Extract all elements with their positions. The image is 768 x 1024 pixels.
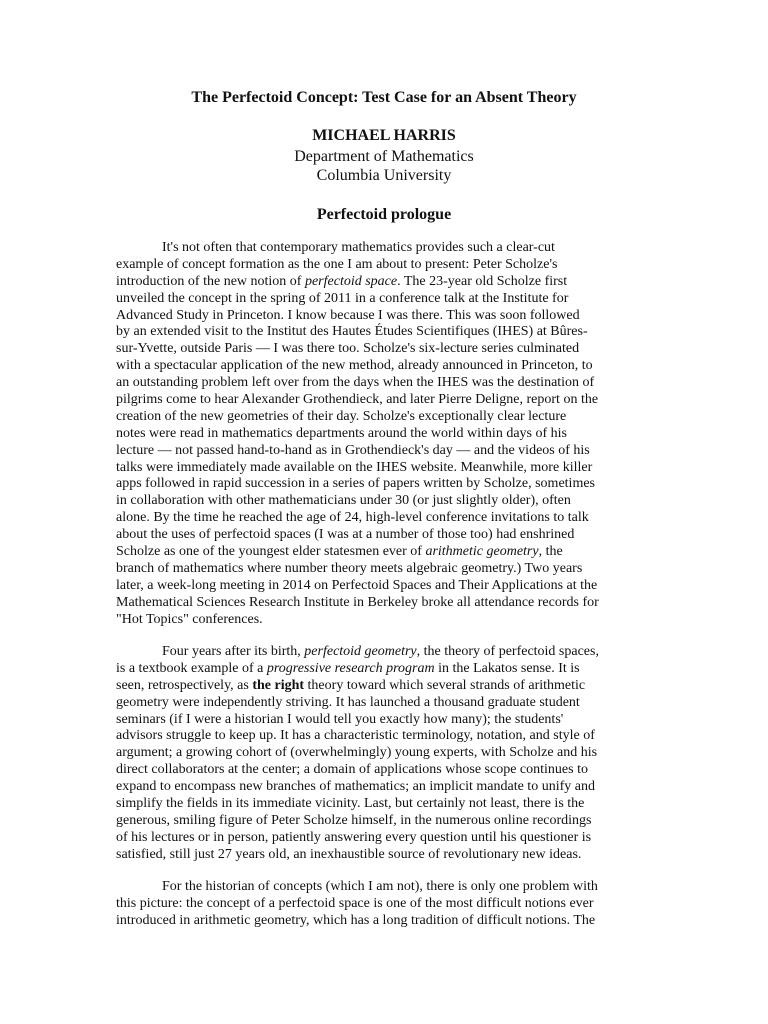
- paragraph-line: [116, 341, 652, 358]
- text-run: Advanced Study in Princeton. I know because I was there. This was soon followed: [116, 307, 580, 323]
- paragraph-line: [116, 544, 652, 561]
- paragraph-line: [116, 510, 652, 527]
- text-run: introduction of the new notion of: [116, 273, 305, 289]
- text-run: argument; a growing cohort of (overwhelmingly) young experts, with Scholze and his: [116, 745, 598, 761]
- text-run: Scholze as one of the youngest elder statesmen ever of: [116, 544, 426, 560]
- text-run: theory toward which several strands of arithmetic: [304, 677, 586, 693]
- text-run: example of concept formation as the one I am about to present: Peter Scholze's: [116, 256, 558, 272]
- paragraph-line: [116, 896, 652, 913]
- body-paragraph: [116, 240, 652, 628]
- text-run: unveiled the concept in the spring of 2011 in a conference talk at the Institute for: [116, 290, 569, 306]
- paragraph-line: [116, 612, 652, 629]
- paragraph-line: [116, 712, 652, 729]
- paragraph-line: [116, 644, 652, 661]
- paragraph-line: [116, 661, 652, 678]
- text-run: by an extended visit to the Institut des Hautes Études Scientifiques (IHES) at Bûres-: [116, 324, 588, 340]
- text-run: , the theory of perfectoid spaces,: [416, 644, 599, 659]
- paragraph-line: [116, 913, 652, 930]
- paragraph-line: [116, 409, 652, 426]
- paragraph-line: [116, 813, 652, 830]
- paragraph-line: [116, 476, 652, 493]
- text-run: an outstanding problem left over from the days when the IHES was the destination of: [116, 375, 595, 391]
- text-run: seminars (if I were a historian I would tell you exactly how many); the students': [116, 711, 564, 727]
- document-title: The Perfectoid Concept: Test Case for an Absent Theory: [191, 89, 577, 106]
- paragraph-line: [116, 274, 652, 291]
- paragraph-line: [116, 830, 652, 847]
- paragraph-line: [116, 257, 652, 274]
- paragraph-line: [116, 358, 652, 375]
- paragraph-line: [116, 779, 652, 796]
- body-paragraph: [116, 644, 652, 864]
- text-run: of his lectures or in person, patiently answering every question until his questioner is: [116, 829, 592, 845]
- emphasis-text: arithmetic geometry: [425, 544, 539, 560]
- paragraph-line: [116, 796, 652, 813]
- paragraph-line: [116, 392, 652, 409]
- author-name: MICHAEL HARRIS: [312, 127, 456, 144]
- text-run: later, a week-long meeting in 2014 on Perfectoid Spaces and Their Applications at the: [116, 577, 598, 593]
- text-run: about the uses of perfectoid spaces (I was at a number of those too) had enshrined: [116, 527, 575, 543]
- paragraph-line: [116, 324, 652, 341]
- text-run: creation of the new geometries of their day. Scholze's exceptionally clear lecture: [116, 408, 567, 424]
- text-run: introduced in arithmetic geometry, which has a long tradition of difficult notions. The: [116, 912, 596, 928]
- text-run: "Hot Topics" conferences.: [116, 611, 263, 627]
- body-paragraph: [116, 879, 652, 930]
- text-run: Mathematical Sciences Research Institute in Berkeley broke all attendance records for: [116, 594, 599, 610]
- text-run: talks were immediately made available on the IHES website. Meanwhile, more killer: [116, 459, 593, 475]
- paragraph-line: [116, 728, 652, 745]
- text-run: in collaboration with other mathematicians under 30 (or just slightly older), often: [116, 493, 571, 509]
- text-run: apps followed in rapid succession in a series of papers written by Scholze, sometimes: [116, 476, 595, 492]
- emphasis-text: perfectoid geometry: [304, 644, 417, 659]
- paragraph-line: [116, 308, 652, 325]
- paragraph-line: [116, 527, 652, 544]
- text-run: advisors struggle to keep up. It has a characteristic terminology, notation, and style of: [116, 728, 595, 744]
- author-department: Department of Mathematics: [294, 148, 474, 165]
- author-university: Columbia University: [316, 167, 452, 184]
- paragraph-line: [116, 375, 652, 392]
- paragraph-line: [116, 847, 652, 864]
- paragraph-line: [116, 240, 652, 257]
- emphasis-text: progressive research program: [266, 660, 435, 676]
- text-run: sur-Yvette, outside Paris — I was there too. Scholze's six-lecture series culminated: [116, 341, 580, 357]
- section-heading: Perfectoid prologue: [316, 206, 452, 223]
- text-run: expand to encompass new branches of mathematics; an implicit mandate to unify and: [116, 779, 595, 795]
- bold-text: the right: [252, 677, 305, 693]
- text-run: geometry were independently striving. It has launched a thousand graduate student: [116, 694, 580, 710]
- text-run: It's not often that contemporary mathematics provides such a clear-cut: [162, 240, 555, 255]
- text-run: . The 23-year old Scholze first: [397, 273, 568, 289]
- paragraph-line: [116, 595, 652, 612]
- paragraph-line: [116, 745, 652, 762]
- paragraph-line: [116, 762, 652, 779]
- paragraph-line: [116, 443, 652, 460]
- emphasis-text: perfectoid space: [304, 273, 398, 289]
- paragraph-line: [116, 578, 652, 595]
- text-run: direct collaborators at the center; a domain of applications whose scope continues to: [116, 762, 588, 778]
- paragraph-line: [116, 460, 652, 477]
- paragraph-line: [116, 291, 652, 308]
- paragraph-line: [116, 879, 652, 896]
- text-run: pilgrims come to hear Alexander Grothendieck, and later Pierre Deligne, report on the: [116, 392, 599, 408]
- paragraph-line: [116, 493, 652, 510]
- text-run: alone. By the time he reached the age of 24, high-level conference invitations to talk: [116, 510, 589, 526]
- text-run: this picture: the concept of a perfectoid space is one of the most difficult notions ever: [116, 895, 594, 911]
- text-run: Four years after its birth,: [162, 644, 305, 659]
- text-run: branch of mathematics where number theory meets algebraic geometry.) Two years: [116, 560, 583, 576]
- text-run: generous, smiling figure of Peter Scholze himself, in the numerous online recordings: [116, 812, 592, 828]
- text-run: in the Lakatos sense. It is: [434, 660, 580, 676]
- text-run: with a spectacular application of the new method, already announced in Princeton, to: [116, 358, 593, 374]
- text-run: simplify the fields in its immediate vicinity. Last, but certainly not least, there is the: [116, 796, 585, 812]
- text-run: , the: [538, 544, 563, 560]
- paragraph-line: [116, 695, 652, 712]
- paragraph-line: [116, 426, 652, 443]
- text-run: seen, retrospectively, as: [116, 677, 253, 693]
- paragraph-line: [116, 678, 652, 695]
- text-run: satisfied, still just 27 years old, an inexhaustible source of revolutionary new ideas.: [116, 846, 582, 862]
- text-run: lecture — not passed hand-to-hand as in Grothendieck's day — and the videos of his: [116, 442, 590, 458]
- text-run: notes were read in mathematics departments around the world within days of his: [116, 425, 567, 441]
- paragraph-line: [116, 561, 652, 578]
- text-run: For the historian of concepts (which I am not), there is only one problem with: [162, 879, 598, 894]
- text-run: is a textbook example of a: [116, 660, 267, 676]
